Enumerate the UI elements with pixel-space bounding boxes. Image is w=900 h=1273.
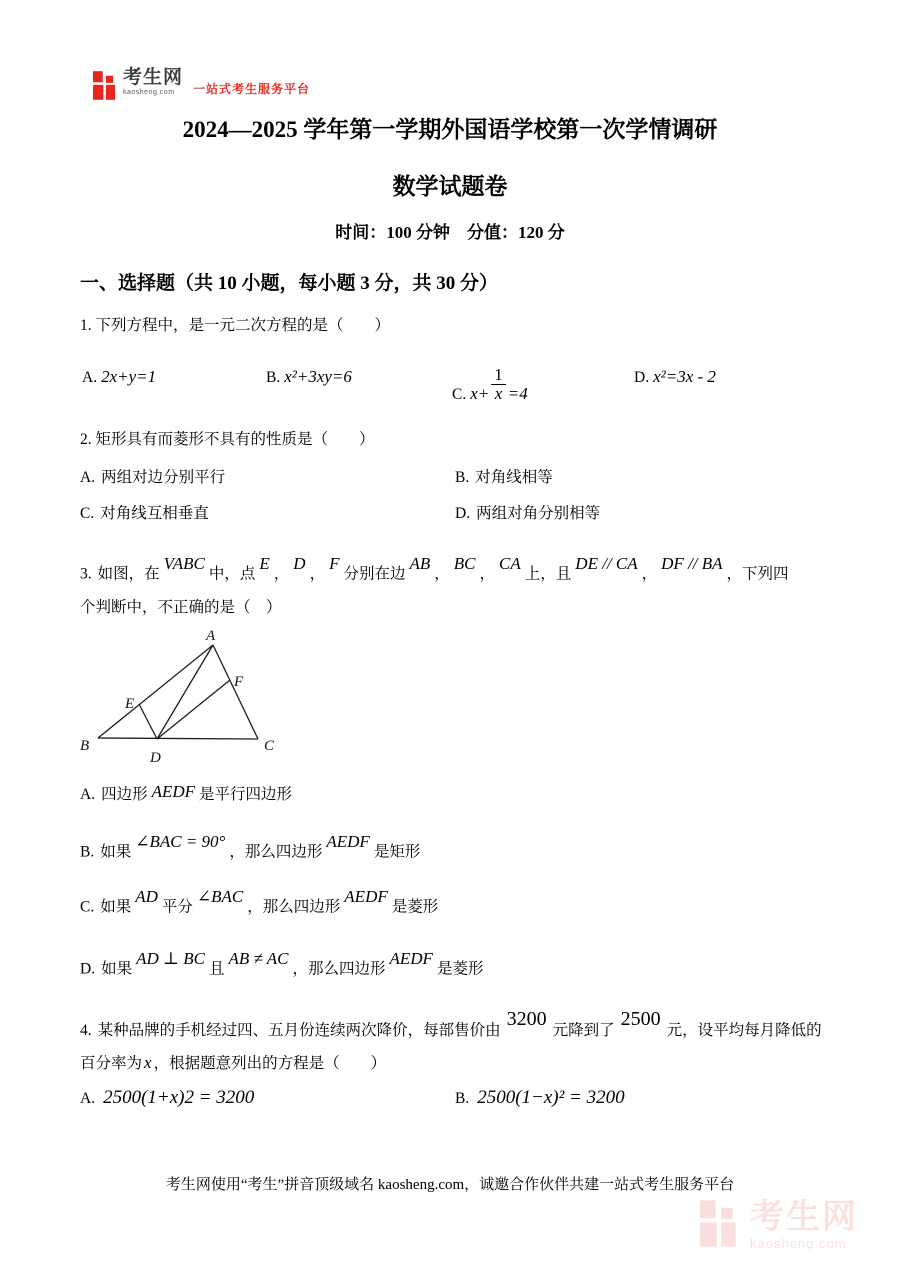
exam-title: 2024—2025 学年第一学期外国语学校第一次学情调研 (182, 117, 718, 142)
vertex-label-a: A (206, 628, 216, 644)
q1-option-c (452, 366, 532, 405)
q3-stem: 3. 如图，在VABC中，点E，D，F分别在边AB，BC，CA上，且DE // CA，DF // BA，下列四 (80, 554, 789, 583)
kaosheng-logo-icon (93, 71, 119, 100)
option-formula: 2500(1−x)² = 3200 (477, 1087, 625, 1108)
vertex-label-c: C (264, 738, 275, 754)
q3-option-b: B. 如果∠BAC = 90°，那么四边形AEDF是矩形 (80, 832, 421, 861)
option-label: B. (455, 469, 470, 486)
option-label: C. (452, 385, 467, 403)
q4-stem-line2: 百分率为 x ，根据题意列出的方程是（ ） (80, 1053, 387, 1072)
fraction-numerator: 1 (491, 366, 506, 385)
q2-stem: 2. 矩形具有而菱形不具有的性质是（ ） (80, 431, 375, 448)
option-label: A. (82, 369, 98, 386)
watermark-name: 考生网 (750, 1198, 858, 1236)
q4-option-a: A. 2500(1+x)2 = 3200 (80, 1087, 255, 1108)
q2-option-a (80, 468, 225, 488)
q3-stem-line2: 个判断中，不正确的是（ ） (80, 599, 282, 616)
kaosheng-watermark-icon (700, 1200, 742, 1247)
q3-option-d: D. 如果AD ⊥ BC且AB ≠ AC，那么四边形AEDF是菱形 (80, 949, 484, 978)
watermark-domain: kaosheng.com (750, 1236, 847, 1251)
fraction-denominator: x (494, 383, 503, 403)
vertex-label-d: D (150, 750, 161, 766)
q4-option-b: B. 2500(1−x)² = 3200 (455, 1087, 625, 1108)
option-text: 对角线相等 (475, 469, 553, 486)
option-label: D. (455, 505, 471, 522)
q4-stem: 4. 某种品牌的手机经过四、五月份连续两次降价，每部售价由3200元降到了2500元，设平均每月降低的 (80, 1008, 822, 1039)
option-formula: 2x+y=1 (101, 367, 157, 386)
logo-domain: kaosheng.com (123, 89, 175, 96)
option-formula: x²+3xy=6 (284, 367, 352, 386)
q1-option-d (634, 366, 720, 388)
vertex-label-e: E (125, 696, 135, 712)
q2-option-c (80, 504, 209, 524)
option-text: 对角线互相垂直 (100, 505, 209, 522)
option-formula: x²=3x - 2 (653, 367, 716, 386)
kaosheng-watermark (700, 1200, 858, 1251)
q1-option-a (82, 366, 160, 388)
option-label: D. (634, 369, 650, 386)
option-label: A. (80, 469, 96, 486)
vertex-label-b: B (80, 738, 90, 754)
price-before: 3200 (506, 1008, 547, 1030)
q2-option-b (455, 468, 553, 488)
footer-text: 考生网使用“考生”拼音顶级域名 kaosheng.com，诚邀合作伙伴共建一站式考生服务平台 (165, 1177, 735, 1193)
price-after: 2500 (620, 1008, 661, 1030)
option-label: C. (80, 505, 95, 522)
exam-subtitle: 数学试题卷 (392, 174, 508, 199)
option-formula: x+ $\frac{1}{x}$ =4 (470, 365, 528, 403)
option-formula: 2500(1+x)2 = 3200 (103, 1087, 255, 1108)
triangle-figure (80, 624, 300, 772)
kaosheng-logo (93, 68, 310, 100)
q3-option-c: C. 如果AD平分∠BAC，那么四边形AEDF是菱形 (80, 887, 439, 916)
logo-name: 考生网 (123, 67, 184, 88)
q3-option-a: A. 四边形 AEDF 是平行四边形 (80, 782, 293, 804)
vertex-label-f: F (234, 674, 244, 690)
option-label: B. (266, 369, 281, 386)
fraction (491, 366, 506, 403)
q1-stem: 1. 下列方程中，是一元二次方程的是（ ） (80, 317, 391, 334)
option-text: 两组对边分别平行 (101, 469, 226, 486)
option-text: 两组对角分别相等 (476, 505, 601, 522)
q1-option-b (266, 366, 356, 388)
q2-option-d (455, 504, 600, 524)
logo-tagline: 一站式考生服务平台 (193, 82, 311, 96)
exam-meta: 时间：100 分钟 分值：120 分 (335, 223, 565, 242)
math-triangle-abc: VABC (163, 554, 205, 573)
section-heading: 一、选择题（共 10 小题，每小题 3 分，共 30 分） (80, 273, 499, 294)
